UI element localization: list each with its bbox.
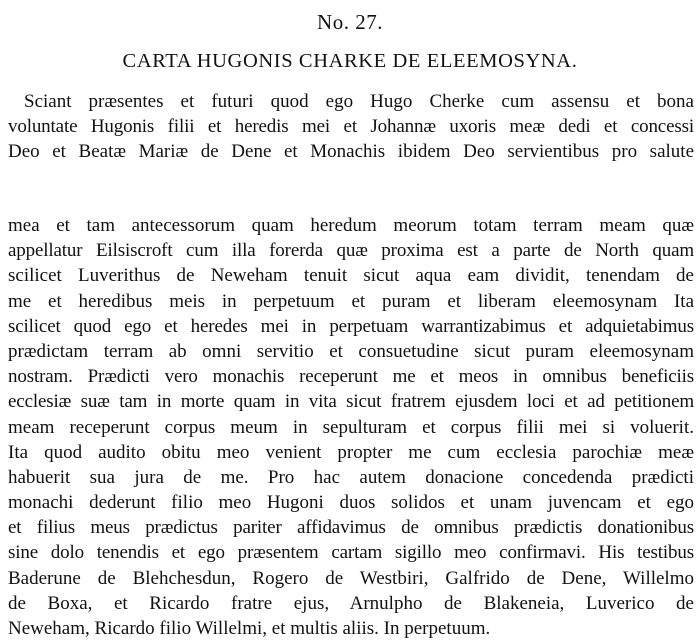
text-line: sine dolo tenendis et ego præsentem cartam sigillo meo confirmavi. His testibus (8, 542, 694, 564)
text-line: Sciant præsentes et futuri quod ego Hugo Cherke cum assensu et bona (24, 91, 694, 112)
text-line: scilicet quod ego et heredes mei in perpetuam warrantizabimus et adquietabimus (8, 315, 694, 337)
text-line: de Boxa, et Ricardo fratre ejus, Arnulpho de Blakeneia, Luverico de (8, 592, 694, 614)
text-line: Baderune de Blehchesdun, Rogero de Westbiri, Galfrido de Dene, Willelmo (8, 567, 694, 589)
text-line: meam receperunt corpus meum in sepulturam et corpus filii mei si voluerit. (8, 416, 694, 438)
text-line: Ita quod audito obitu meo venient propter me cum ecclesia parochiæ meæ (8, 441, 694, 463)
text-line: appellatur Eilsiscroft cum illa forerda quæ proxima est a parte de North quam (8, 240, 694, 262)
text-line: voluntate Hugonis filii et heredis mei et Johannæ uxoris meæ dedi et concessi (8, 116, 694, 138)
text-line: me et heredibus meis in perpetuum et puram et liberam eleemosynam Ita (8, 290, 694, 312)
document-number: No. 27. (317, 10, 383, 34)
text-line: mea et tam antecessorum quam heredum meorum totam terram meam quæ (8, 215, 694, 236)
paragraph-opening (8, 89, 694, 165)
text-line: monachi dederunt filio meo Hugoni duos solidos et unam juvencam et ego (8, 492, 694, 514)
text-line: prædictam terram ab omni servitio et consuetudine sicut puram eleemosynam (8, 340, 694, 362)
text-line: Deo et Beatæ Mariæ de Dene et Monachis ibidem Deo servientibus pro salute (8, 141, 694, 163)
text-line: Neweham, Ricardo filio Willelmi, et multis aliis. In perpetuum. (8, 618, 491, 639)
paragraph-body (8, 213, 694, 641)
text-line: et filius meus prædictus pariter affidavimus de omnibus prædictis donationibus (8, 517, 694, 539)
text-line: ecclesiæ suæ tam in morte quam in vita sicut fratrem ejusdem loci et ad petitionem (8, 391, 694, 413)
text-line: habuerit sua jura de me. Pro hac autem donacione concedenda prædicti (8, 466, 694, 488)
text-line: scilicet Luverithus de Neweham tenuit sicut aqua eam dividit, tenendam de (8, 265, 694, 287)
text-line: nostram. Prædicti vero monachis receperunt me et meos in omnibus beneficiis (8, 366, 694, 388)
document-title: CARTA HUGONIS CHARKE DE ELEEMOSYNA. (122, 50, 578, 72)
